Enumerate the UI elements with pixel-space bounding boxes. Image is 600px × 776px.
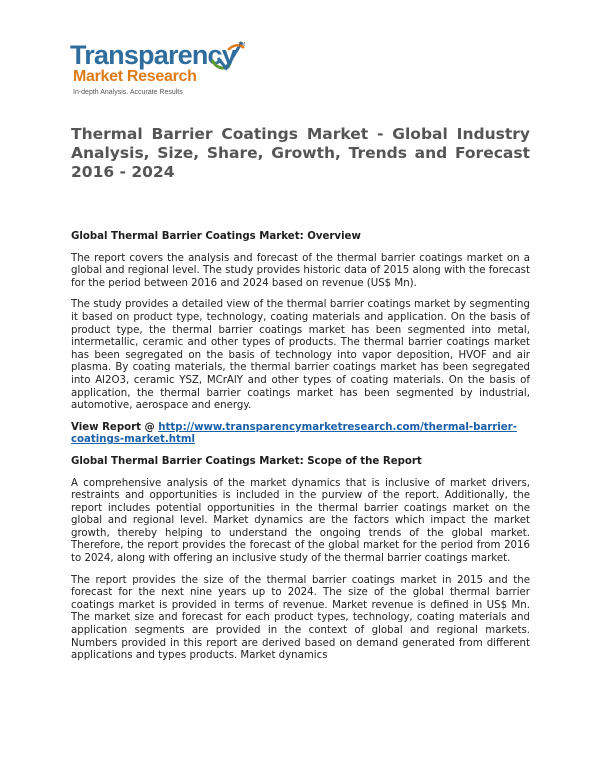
scope-paragraph-2: The report provides the size of the thermal barrier coatings market in 2015 and the forecast for the next nine years up to 2024. The size of the global thermal barrier coatings market is provided in terms of revenue. Market revenue is defined in US$ Mn. The market size and forecast for each product types, technology, coating materials and application segments are provided in the context of global and regional markets. Numbers provided in this report are derived based on demand generated from different applications and types products. Market dynamics	[71, 574, 530, 662]
overview-paragraph-1: The report covers the analysis and forecast of the thermal barrier coatings market on a global and regional level. The study provides historic data of 2015 along with the forecast for the period between 2016 and 2024 based on revenue (US$ Mn).	[71, 252, 530, 289]
overview-paragraph-2: The study provides a detailed view of the thermal barrier coatings market by segmenting it based on product type, technology, coating materials and application. On the basis of product type, the thermal barrier coatings market has been segmented into metal, intermetallic, ceramic and other types of products. The thermal barrier coatings market has been segregated on the basis of technology into vapor deposition, HVOF and air plasma. By coating materials, the thermal barrier coatings market has been segregated into Al2O3, ceramic YSZ, MCrAlY and other types of coating materials. On the basis of application, the thermal barrier coatings market has been segmented by industrial, automotive, aerospace and energy.	[71, 299, 530, 412]
view-report-line	[71, 422, 530, 447]
report-body	[71, 231, 530, 672]
scope-paragraph-1: A comprehensive analysis of the market dynamics that is inclusive of market drivers, restraints and opportunities is included in the purview of the report. Additionally, the report includes potential opportunities in the thermal barrier coatings market on the global and regional level. Market dynamics are the factors which impact the market growth, thereby helping to understand the ongoing trends of the global market. Therefore, the report provides the forecast of the global market for the period from 2016 to 2024, along with offering an inclusive study of the thermal barrier coatings market.	[71, 477, 530, 565]
company-logo	[70, 38, 260, 108]
view-report-label: View Report @	[71, 421, 159, 433]
logo-swoosh-icon	[208, 38, 248, 74]
logo-wordmark-transparency: Transparency	[70, 40, 236, 70]
logo-tagline: In-depth Analysis. Accurate Results	[73, 89, 183, 96]
svg-text:TM: TM	[238, 42, 246, 48]
overview-heading: Global Thermal Barrier Coatings Market: Overview	[71, 231, 361, 242]
logo-wordmark-market-research: Market Research	[73, 68, 197, 85]
scope-heading: Global Thermal Barrier Coatings Market: Scope of the Report	[71, 455, 422, 467]
view-report-link[interactable]: http://www.transparencymarketresearch.com/thermal-barrier-coatings-market.html	[71, 421, 517, 446]
report-title: Thermal Barrier Coatings Market - Global Industry Analysis, Size, Share, Growth, Trends and Forecast 2016 - 2024	[71, 125, 530, 181]
